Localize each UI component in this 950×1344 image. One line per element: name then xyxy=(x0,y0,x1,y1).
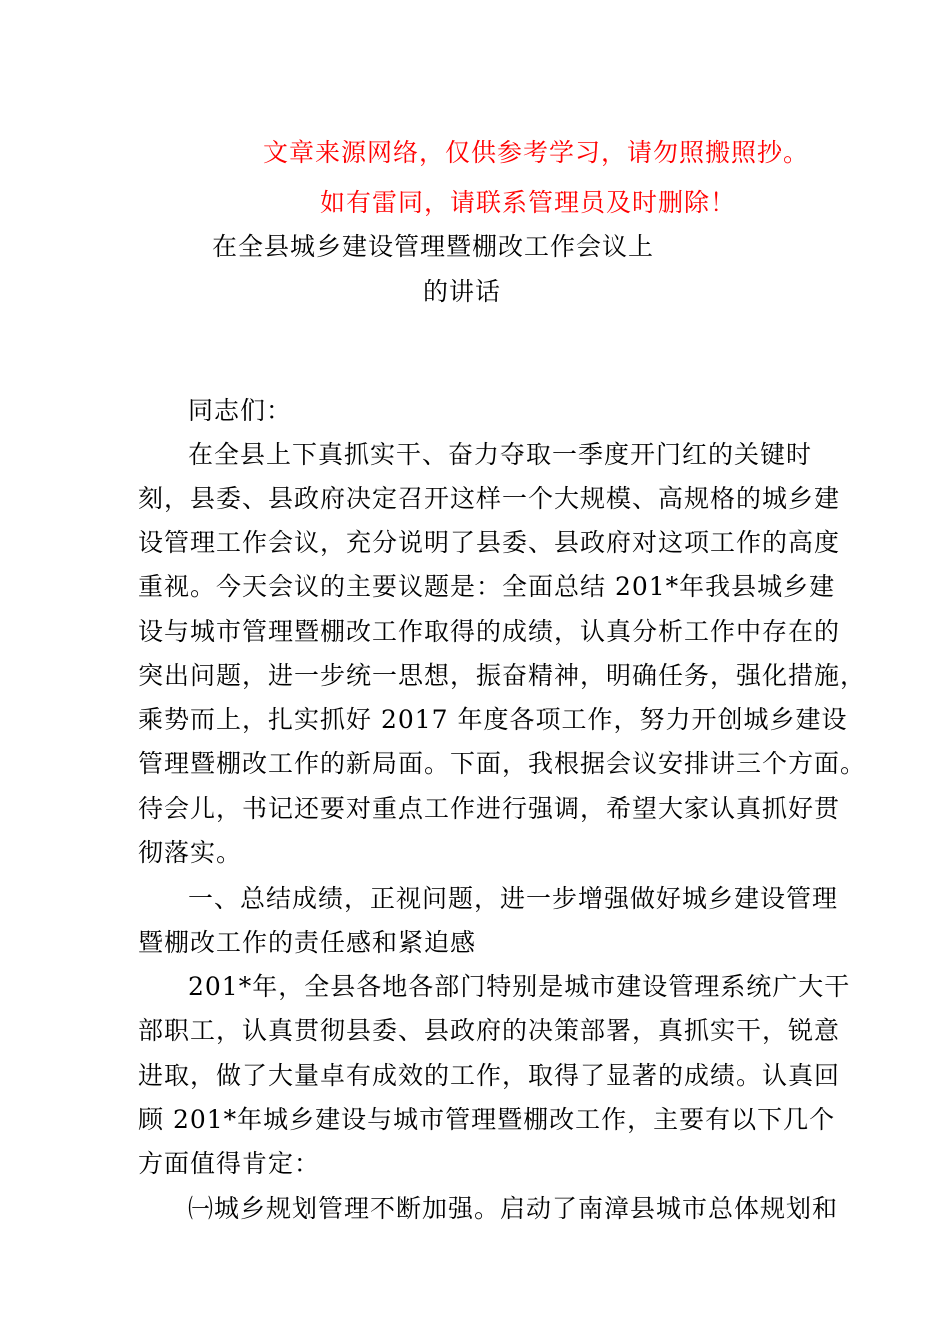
paragraph-2-line: 顾 201*年城乡建设与城市管理暨棚改工作，主要有以下几个 xyxy=(138,1105,836,1134)
paragraph-1-line: 重视。今天会议的主要议题是：全面总结 201*年我县城乡建 xyxy=(138,572,836,601)
paragraph-1-line: 乘势而上，扎实抓好 2017 年度各项工作，努力开创城乡建设 xyxy=(138,705,848,734)
paragraph-2-line: 部职工，认真贯彻县委、县政府的决策部署，真抓实干，锐意 xyxy=(138,1016,841,1045)
notice-line-1: 文章来源网络，仅供参考学习，请勿照搬照抄。 xyxy=(263,138,810,167)
section-heading-1-line: 一、总结成绩，正视问题，进一步增强做好城乡建设管理 xyxy=(188,884,839,913)
paragraph-2-line: 进取，做了大量卓有成效的工作，取得了显著的成绩。认真回 xyxy=(138,1061,841,1090)
paragraph-1-line: 在全县上下真抓实干、奋力夺取一季度开门红的关键时 xyxy=(188,440,813,469)
notice-line-2: 如有雷同，请联系管理员及时删除！ xyxy=(320,188,737,217)
paragraph-1-line: 突出问题，进一步统一思想，振奋精神，明确任务，强化措施， xyxy=(138,661,867,690)
paragraph-1-line: 管理暨棚改工作的新局面。下面，我根据会议安排讲三个方面。 xyxy=(138,749,867,778)
paragraph-3-line: ㈠城乡规划管理不断加强。启动了南漳县城市总体规划和 xyxy=(188,1194,839,1223)
paragraph-1-line: 刻，县委、县政府决定召开这样一个大规模、高规格的城乡建 xyxy=(138,484,841,513)
greeting: 同志们： xyxy=(188,396,293,425)
paragraph-2-line: 201*年，全县各地各部门特别是城市建设管理系统广大干 xyxy=(188,972,851,1001)
document-title-line-2: 的讲话 xyxy=(423,277,502,306)
section-heading-1-line: 暨棚改工作的责任感和紧迫感 xyxy=(138,928,477,957)
paragraph-1-line: 设管理工作会议，充分说明了县委、县政府对这项工作的高度 xyxy=(138,528,841,557)
paragraph-1-line: 设与城市管理暨棚改工作取得的成绩，认真分析工作中存在的 xyxy=(138,617,841,646)
paragraph-2-line: 方面值得肯定： xyxy=(138,1149,321,1178)
paragraph-1-line: 待会儿，书记还要对重点工作进行强调，希望大家认真抓好贯 xyxy=(138,794,841,823)
paragraph-1-line: 彻落实。 xyxy=(138,838,243,867)
document-title-line-1: 在全县城乡建设管理暨棚改工作会议上 xyxy=(212,232,655,261)
